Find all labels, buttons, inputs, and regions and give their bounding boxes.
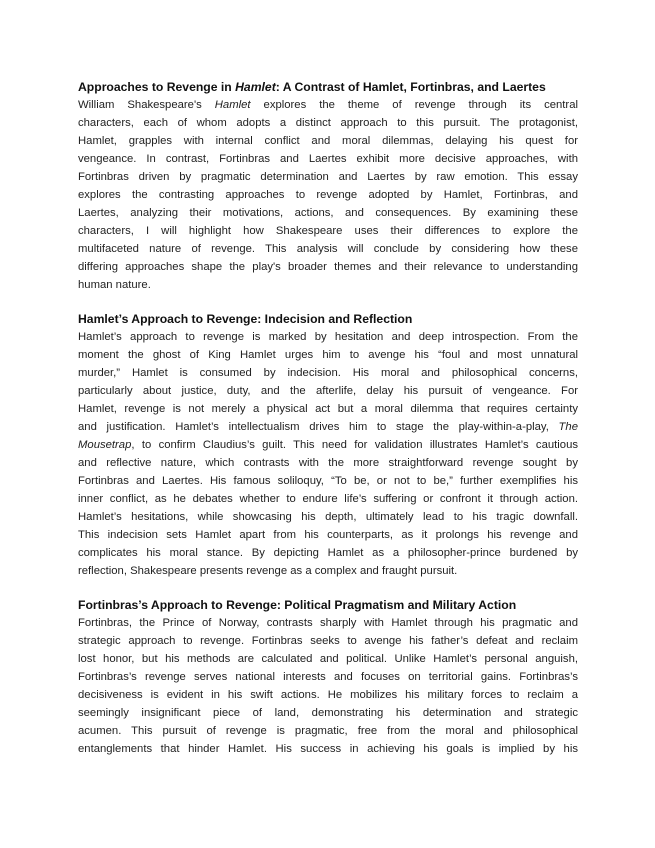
- text-line: [78, 418, 578, 436]
- italic-text: Hamlet: [214, 99, 251, 111]
- text-line: explores the contrasting approaches to revenge adopted by Hamlet, Fortinbras, and: [78, 189, 578, 201]
- italic-text: The: [558, 421, 578, 433]
- text-line: characters, I will highlight how Shakespeare uses their differences to explore the: [78, 225, 578, 237]
- text-segment: and justification. Hamlet’s intellectualism drives him to stage the play-within-a-play,: [78, 421, 559, 433]
- text-line: differing approaches shape the play's broader themes and their relevance to understanding: [78, 261, 578, 273]
- text-line: human nature.: [78, 279, 151, 291]
- text-line: reflection, Shakespeare presents revenge as a complex and fraught pursuit.: [78, 565, 458, 577]
- text-line: strategic approach to revenge. Fortinbras seeks to avenge his father’s defeat and reclaim: [78, 635, 578, 647]
- paragraph: [78, 328, 578, 580]
- text-line: Hamlet, grapples with internal conflict and moral dilemmas, delaying his quest for: [78, 135, 578, 147]
- text-line: Fortinbras’s revenge serves national interests and focuses on territorial gains. Fortinbras’s: [78, 671, 578, 683]
- text-segment: : A Contrast of Hamlet, Fortinbras, and Laertes: [275, 80, 546, 94]
- document-section: [78, 310, 578, 580]
- text-line: moment the ghost of King Hamlet urges him to avenge his “foul and most unnatural: [78, 349, 578, 361]
- text-line: [78, 436, 578, 454]
- text-line: Hamlet, revenge is not merely a physical act but a moral dilemma that requires certainty: [78, 403, 578, 415]
- text-line: Fortinbras driven by pragmatic determination and Laertes by raw emotion. This essay: [78, 171, 578, 183]
- text-line: characters, each of whom adopts a distinct approach to this pursuit. The protagonist,: [78, 117, 578, 129]
- text-line: entanglements that hinder Hamlet. His success in achieving his goals is implied by his: [78, 743, 578, 755]
- text-segment: William Shakespeare's: [78, 99, 215, 111]
- text-line: Hamlet’s approach to revenge is marked by hesitation and deep introspection. From the: [78, 331, 578, 343]
- text-segment: explores the theme of revenge through its central: [250, 99, 578, 111]
- section-heading: Fortinbras’s Approach to Revenge: Political Pragmatism and Military Action: [78, 598, 517, 612]
- italic-text: Hamlet: [235, 80, 276, 94]
- text-line: and reflective nature, which contrasts with the more straightforward revenge sought by: [78, 457, 578, 469]
- text-line: This indecision sets Hamlet apart from his counterparts, as it prolongs his revenge and: [78, 529, 578, 541]
- text-line: lost honor, but his methods are calculated and political. Unlike Hamlet’s personal anguish,: [78, 653, 578, 665]
- text-line: decisiveness is evident in his swift actions. He mobilizes his military forces to reclaim a: [78, 689, 578, 701]
- text-line: Hamlet’s hesitations, while showcasing his depth, ultimately lead to his tragic downfall.: [78, 511, 578, 523]
- text-line: seemingly insignificant piece of land, demonstrating his determination and strategic: [78, 707, 578, 719]
- text-line: acumen. This pursuit of revenge is pragmatic, free from the moral and philosophical: [78, 725, 578, 737]
- text-segment: Approaches to Revenge in: [78, 80, 236, 94]
- section-heading: [78, 78, 578, 96]
- text-line: multifaceted nature of revenge. This analysis will conclude by considering how these: [78, 243, 578, 255]
- text-line: Laertes, analyzing their motivations, actions, and consequences. By examining these: [78, 207, 578, 219]
- text-line: murder,” Hamlet is consumed by indecision. His moral and philosophical concerns,: [78, 367, 578, 379]
- paragraph: [78, 96, 578, 294]
- document-section: [78, 596, 578, 758]
- section-heading: Hamlet’s Approach to Revenge: Indecision and Reflection: [78, 312, 413, 326]
- text-line: Fortinbras, the Prince of Norway, contrasts sharply with Hamlet through his pragmatic and: [78, 617, 578, 629]
- document-section: [78, 78, 578, 294]
- italic-text: Mousetrap: [78, 439, 132, 451]
- document-page: [78, 78, 578, 774]
- text-segment: , to confirm Claudius’s guilt. This need for validation illustrates Hamlet’s cautious: [131, 439, 578, 451]
- text-line: Fortinbras and Laertes. His famous soliloquy, “To be, or not to be,” further exemplifies his: [78, 475, 578, 487]
- text-line: [78, 96, 578, 114]
- paragraph: [78, 614, 578, 758]
- text-line: particularly about justice, duty, and the afterlife, delay his pursuit of vengeance. For: [78, 385, 578, 397]
- text-line: complicates his moral stance. By depicting Hamlet as a philosopher-prince burdened by: [78, 547, 578, 559]
- text-line: vengeance. In contrast, Fortinbras and Laertes exhibit more decisive approaches, with: [78, 153, 578, 165]
- text-line: inner conflict, as he debates whether to endure life’s suffering or confront it through action.: [78, 493, 578, 505]
